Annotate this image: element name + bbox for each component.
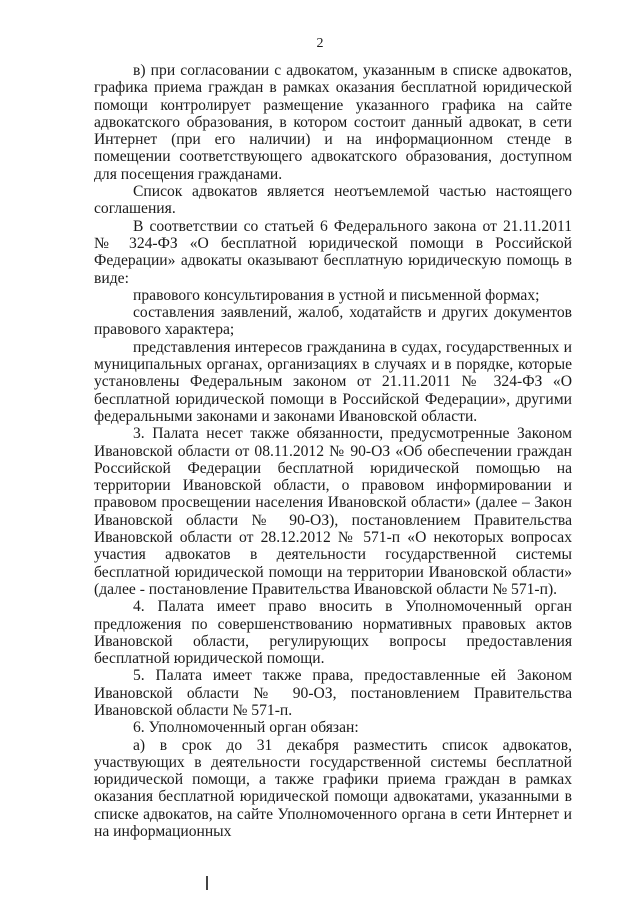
- paragraph-documents: составления заявлений, жалоб, ходатайств и других документов правового характера;: [94, 304, 572, 339]
- paragraph-consulting: правового консультирования в устной и письменной формах;: [133, 286, 540, 304]
- paragraph-3-obligations: 3. Палата несет также обязанности, предусмотренные Законом Ивановской области от 08.11.2012 № 90-ОЗ «Об обеспечении граждан Российской Федерации бесплатной юридической помощью на территории Ивановской области, о правовом информировании и правовом просвещении населения Ивановской области» (далее – Закон Ивановской области № 90-ОЗ), постановлением Правительства Ивановской области от 28.12.2012 № 571-п «О некоторых вопросах участия адвокатов в деятельности государственной системы бесплатной юридической помощи на территории Ивановской области» (далее - постановление Правительства Ивановской области № 571-п).: [94, 425, 572, 598]
- paragraph-6a-publish: а) в срок до 31 декабря разместить список адвокатов, участвующих в деятельности государственной системы бесплатной юридической помощи, а также графики приема граждан в рамках оказания бесплатной юридической помощи адвокатами, указанными в списке адвокатов, на сайте Уполномоченного органа в сети Интернет и на информационных: [94, 736, 572, 841]
- paragraph-4-rights: 4. Палата имеет право вносить в Уполномоченный орган предложения по совершенствованию нормативных правовых актов Ивановской области, регулирующих вопросы предоставления бесплатной юридической помощи.: [94, 598, 572, 668]
- paragraph-6-authority-obligations: 6. Уполномоченный орган обязан:: [133, 719, 359, 737]
- paragraph-5-rights: 5. Палата имеет также права, предоставленные ей Законом Ивановской области № 90-ОЗ, постановлением Правительства Ивановской области № 571-п.: [94, 667, 572, 719]
- paragraph-representation: представления интересов гражданина в судах, государственных и муниципальных органах, организациях в случаях и в порядке, которые установлены Федеральным законом от 21.11.2011 № 324-ФЗ «О бесплатной юридической помощи в Российской Федерации», другими федеральными законами и законами Ивановской области.: [94, 338, 572, 425]
- paragraph-advocate-list: Список адвокатов является неотъемлемой частью настоящего соглашения.: [94, 183, 572, 218]
- paragraph-federal-law-ref: В соответствии со статьей 6 Федерального закона от 21.11.2011 № 324-ФЗ «О бесплатной юридической помощи в Российской Федерации» адвокаты оказывают бесплатную юридическую помощь в виде:: [94, 217, 572, 287]
- paragraph-v-schedule-control: в) при согласовании с адвокатом, указанным в списке адвокатов, графика приема граждан в рамках оказания бесплатной юридической помощи контролирует размещение указанного графика на сайте адвокатского образования, в котором состоит данный адвокат, в сети Интернет (при его наличии) и на информационном стенде в помещении соответствующего адвокатского образования, доступном для посещения гражданами.: [94, 62, 572, 183]
- scan-mark: [206, 876, 208, 890]
- page-number: 2: [316, 36, 324, 51]
- document-body: [94, 62, 572, 840]
